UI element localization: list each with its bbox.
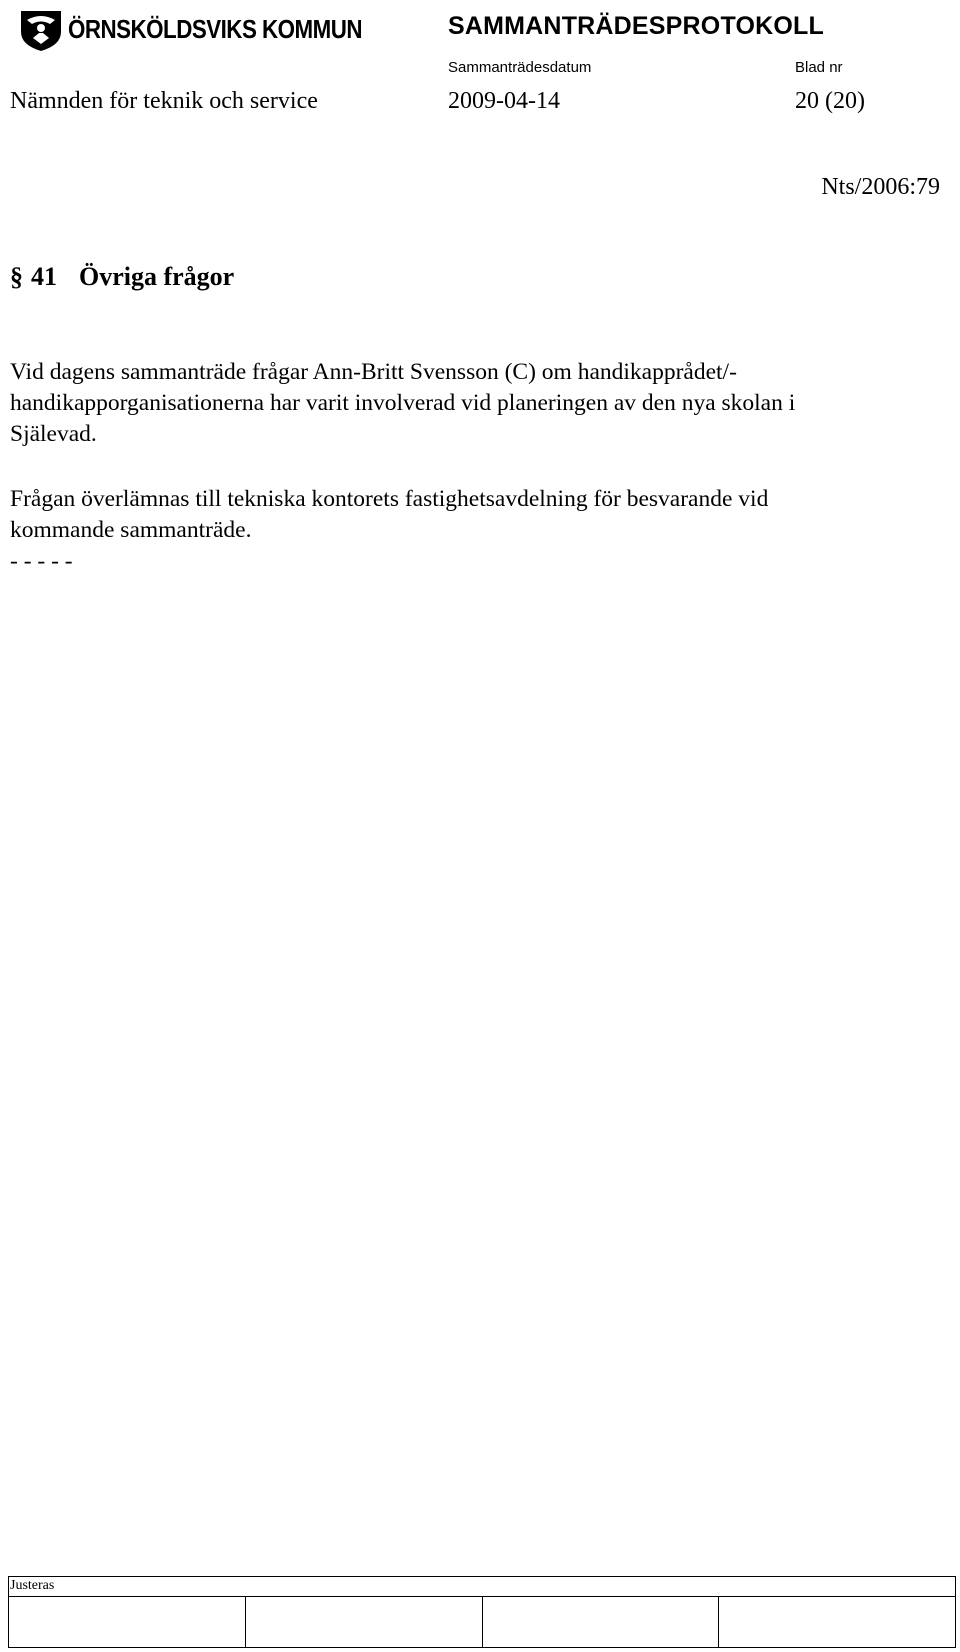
section-symbol: §: [10, 262, 23, 291]
section-number: 41: [31, 262, 57, 291]
meeting-date-label: Sammanträdesdatum: [448, 59, 592, 76]
signature-row: [9, 1596, 955, 1648]
signature-cell: [483, 1597, 720, 1648]
paragraph-question: [10, 357, 940, 450]
document-type: SAMMANTRÄDESPROTOKOLL: [448, 12, 824, 40]
crest-icon: [18, 8, 64, 52]
signature-cell: [719, 1597, 955, 1648]
paragraph-line: Vid dagens sammanträde frågar Ann-Britt Svensson (C) om handikapprådet/-: [10, 359, 737, 385]
case-number: Nts/2006:79: [821, 174, 940, 200]
paragraph-line: Frågan överlämnas till tekniska kontorets fastighetsavdelning för besvarande vid: [10, 486, 769, 512]
page-number: 20 (20): [795, 88, 865, 114]
section-heading: [10, 262, 234, 292]
justeras-label: Justeras: [10, 1578, 55, 1593]
page-number-label: Blad nr: [795, 59, 843, 76]
paragraph-end-marker: - - - - -: [10, 548, 73, 574]
paragraph-line: Själevad.: [10, 421, 97, 447]
municipality-name: ÖRNSKÖLDSVIKS KOMMUN: [68, 14, 363, 44]
signature-cell: [246, 1597, 483, 1648]
signature-cell: [9, 1597, 246, 1648]
committee-name: Nämnden för teknik och service: [10, 88, 318, 114]
paragraph-decision: [10, 484, 940, 577]
section-title: Övriga frågor: [79, 262, 235, 291]
meeting-date: 2009-04-14: [448, 88, 560, 114]
municipality-logo: [18, 8, 363, 52]
justeras-signature-box: [8, 1576, 956, 1648]
paragraph-line: handikapporganisationerna har varit involverad vid planeringen av den nya skolan i: [10, 390, 796, 416]
paragraph-line: kommande sammanträde.: [10, 517, 252, 543]
